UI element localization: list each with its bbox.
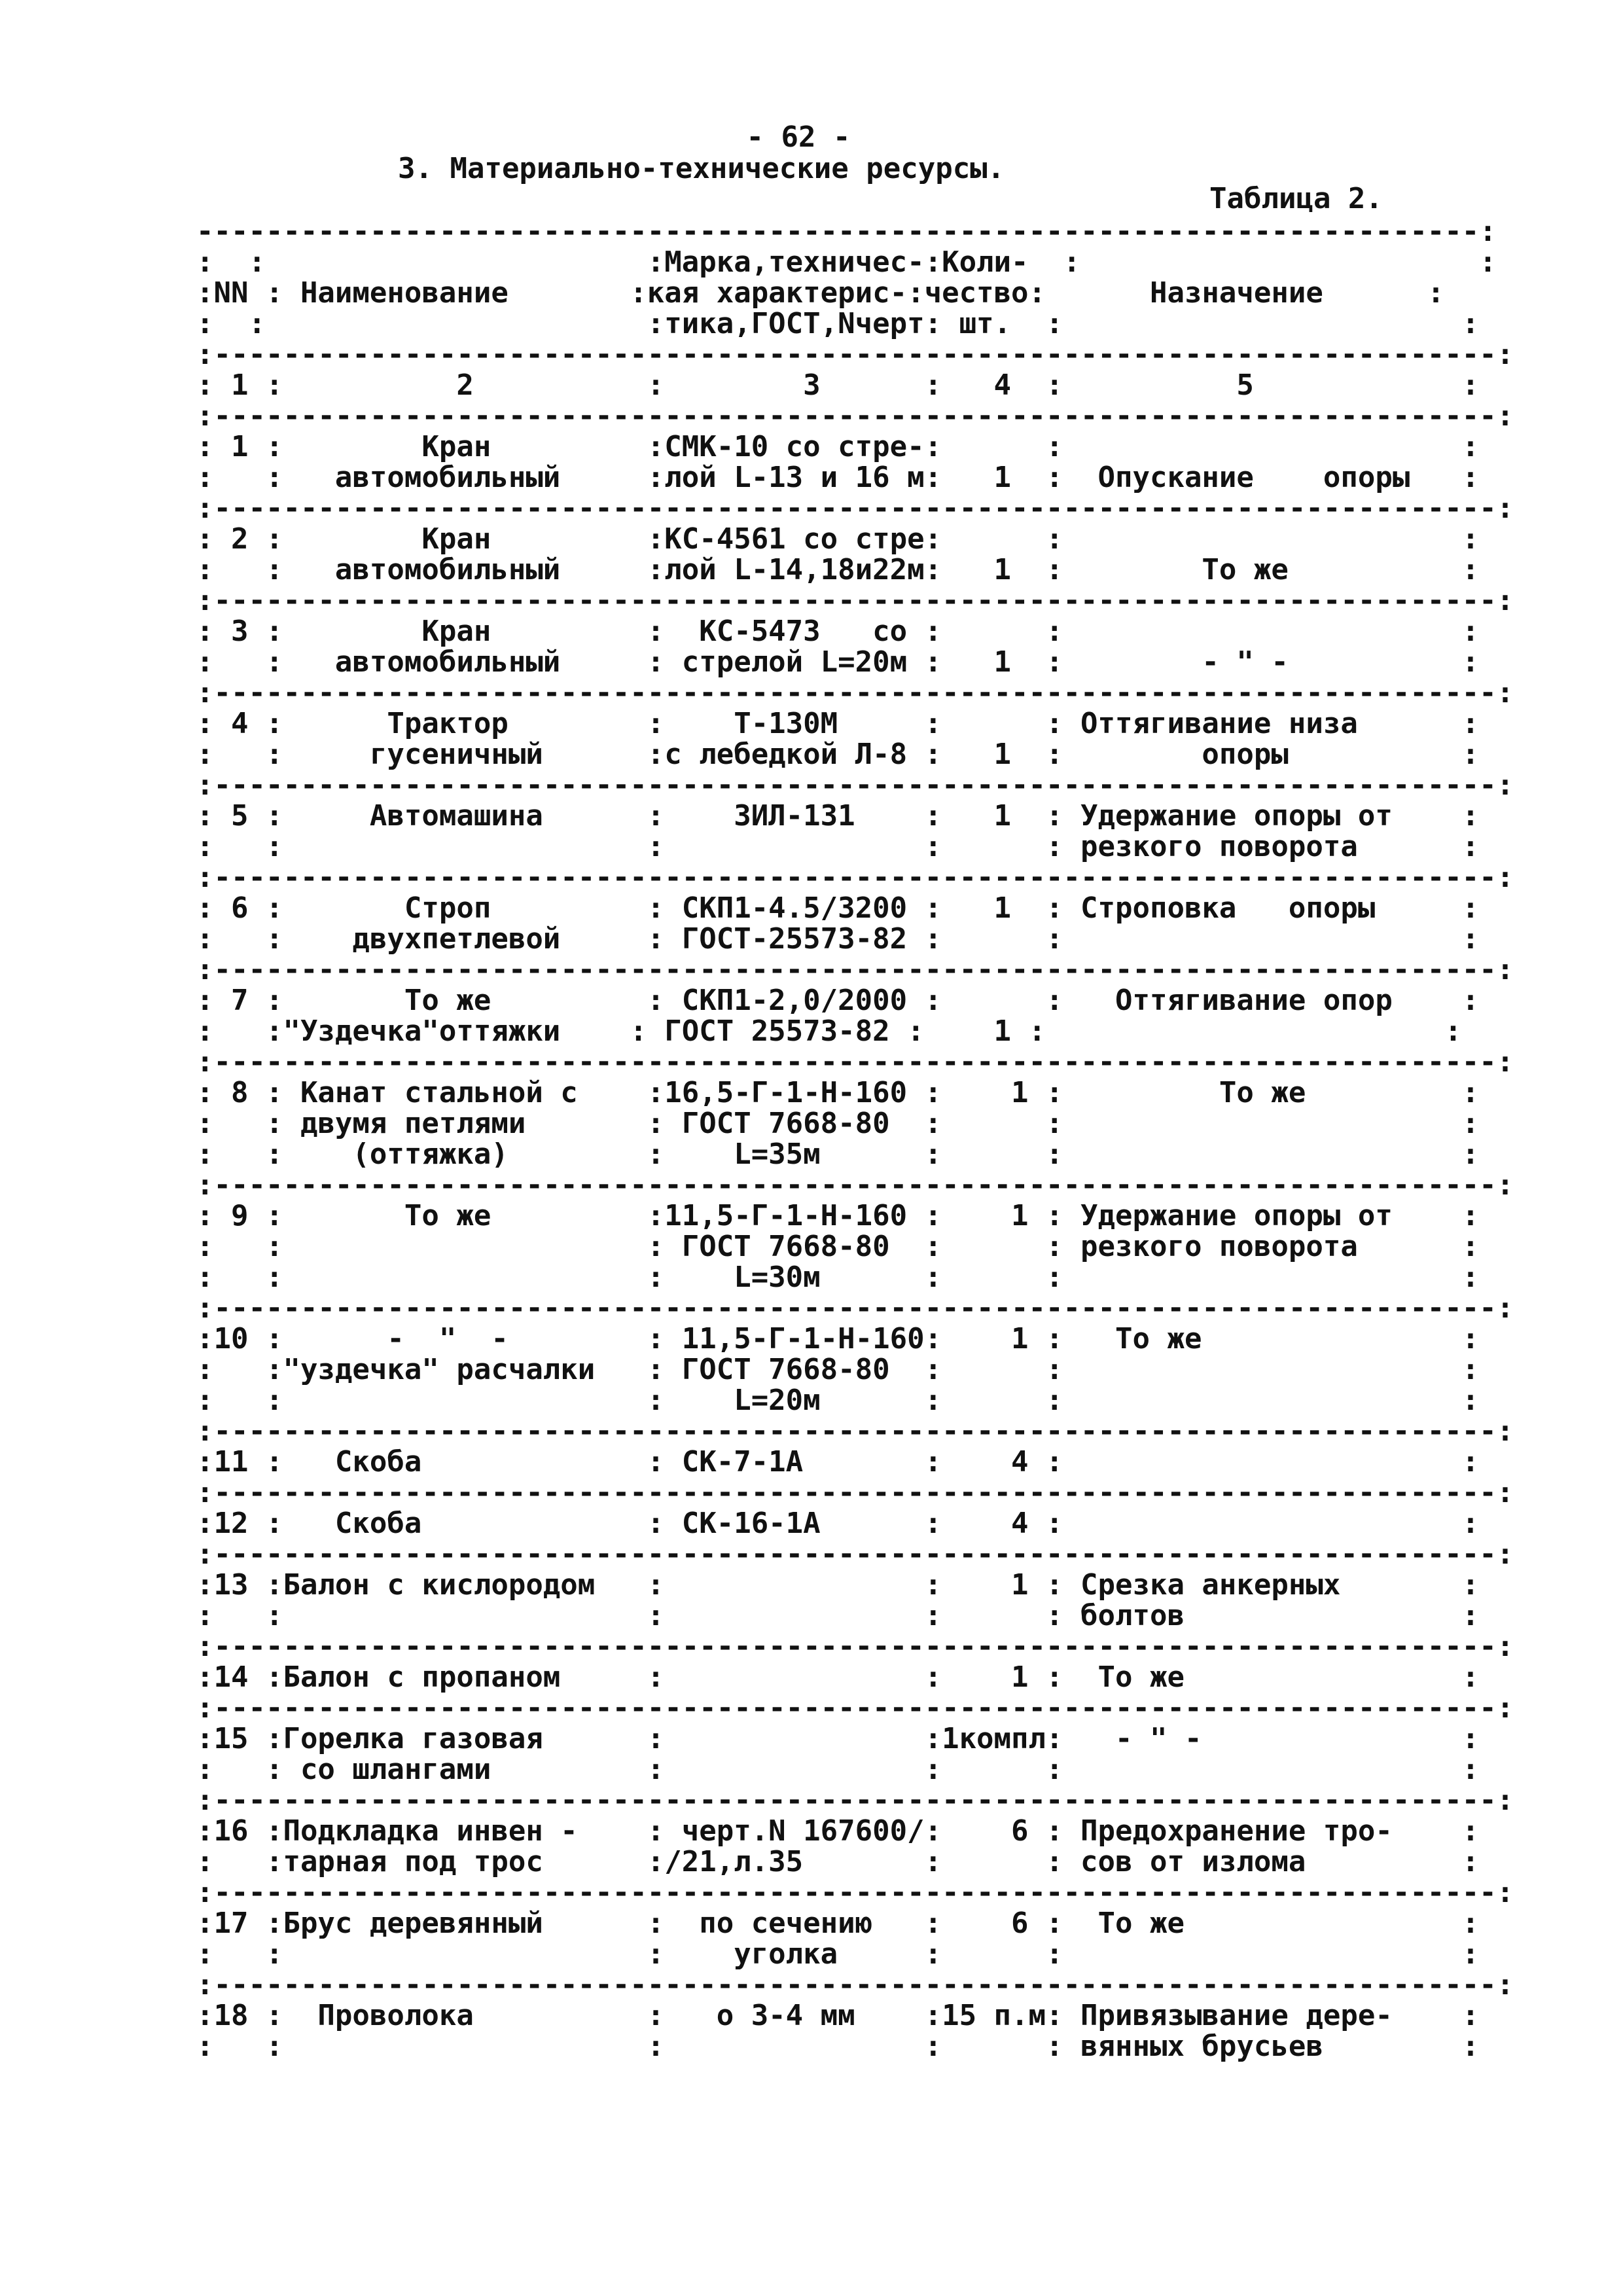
table-line: : 3 : Кран : КС-5473 со : : : xyxy=(196,615,1480,648)
table-line: :10 : - " - : 11,5-Г-1-Н-160: 1 : То же : xyxy=(196,1322,1480,1355)
table-line: :--------------------------------------------------------------------------: xyxy=(196,1291,1514,1325)
table-line: :--------------------------------------------------------------------------: xyxy=(196,676,1514,709)
table-line: :--------------------------------------------------------------------------: xyxy=(196,1045,1514,1079)
table-line: : : автомобильный :лой L-13 и 16 м: 1 : Опускание опоры : xyxy=(196,461,1480,494)
table-line: : 7 : То же : СКП1-2,0/2000 : : Оттягивание опор : xyxy=(196,984,1480,1017)
table-line: :17 :Брус деревянный : по сечению : 6 : То же : xyxy=(196,1907,1480,1940)
table-line: :14 :Балон с пропаном : : 1 : То же : xyxy=(196,1660,1480,1694)
table-line: : 6 : Строп : СКП1-4.5/3200 : 1 : Строповка опоры : xyxy=(196,891,1480,925)
table-line: : 5 : Автомашина : ЗИЛ-131 : 1 : Удержание опоры от : xyxy=(196,799,1480,833)
table-line: : : автомобильный :лой L-14,18и22м: 1 : То же : xyxy=(196,553,1480,586)
table-line: :15 :Горелка газовая : :1компл: - " - : xyxy=(196,1722,1480,1755)
table-line: :NN : Наименование :кая характерис-:чество: Назначение : xyxy=(196,276,1445,310)
table-line: :--------------------------------------------------------------------------: xyxy=(196,768,1514,802)
table-line: : : двухпетлевой : ГОСТ-25573-82 : : : xyxy=(196,922,1480,956)
table-caption: Таблица 2. xyxy=(1209,182,1383,215)
table-line: : :"Уздечка"оттяжки : ГОСТ 25573-82 : 1 : : xyxy=(196,1014,1462,1048)
table-line: : : : : : болтов : xyxy=(196,1599,1480,1632)
table-line: : : : L=30м : : : xyxy=(196,1261,1480,1294)
table-line: : :"уздечка" расчалки : ГОСТ 7668-80 : : : xyxy=(196,1353,1480,1386)
table-line: : : : : : резкого поворота : xyxy=(196,830,1480,863)
table-line: --------------------------------------------------------------------------: xyxy=(196,215,1497,248)
page-number: - 62 - xyxy=(746,120,851,154)
table-line: :--------------------------------------------------------------------------: xyxy=(196,1630,1514,1663)
table-line: :12 : Скоба : СК-16-1А : 4 : : xyxy=(196,1507,1480,1540)
table-line: : : со шлангами : : : : xyxy=(196,1753,1480,1786)
table-line: : : :Марка,техничес-:Коли- : : xyxy=(196,245,1497,279)
table-line: :--------------------------------------------------------------------------: xyxy=(196,1476,1514,1509)
table-line: :18 : Проволока : о 3-4 мм :15 п.м: Привязывание дере- : xyxy=(196,1999,1480,2032)
table-line: :--------------------------------------------------------------------------: xyxy=(196,492,1514,525)
table-line: :--------------------------------------------------------------------------: xyxy=(196,953,1514,986)
table-line: : : : L=20м : : : xyxy=(196,1384,1480,1417)
table-line: :--------------------------------------------------------------------------: xyxy=(196,861,1514,894)
table-line: :--------------------------------------------------------------------------: xyxy=(196,1876,1514,1909)
table-line: : :тарная под трос :/21,л.35 : : сов от излома : xyxy=(196,1845,1480,1878)
table-line: :--------------------------------------------------------------------------: xyxy=(196,1168,1514,1202)
table-line: :13 :Балон с кислородом : : 1 : Срезка анкерных : xyxy=(196,1568,1480,1602)
table-line: : 2 : Кран :КС-4561 со стре: : : xyxy=(196,522,1480,556)
table-line: :--------------------------------------------------------------------------: xyxy=(196,1691,1514,1725)
table-line: : : : ГОСТ 7668-80 : : резкого поворота : xyxy=(196,1230,1480,1263)
table-line: :16 :Подкладка инвен - : черт.N 167600/: 6 : Предохранение тро- : xyxy=(196,1814,1480,1848)
table-line: : : гусеничный :с лебедкой Л-8 : 1 : опоры : xyxy=(196,738,1480,771)
table-line: : 4 : Трактор : Т-130М : : Оттягивание низа : xyxy=(196,707,1480,740)
table-line: :--------------------------------------------------------------------------: xyxy=(196,1968,1514,2001)
table-line: : : двумя петлями : ГОСТ 7668-80 : : : xyxy=(196,1107,1480,1140)
table-line: :11 : Скоба : СК-7-1А : 4 : : xyxy=(196,1445,1480,1479)
table-line: : : : уголка : : : xyxy=(196,1937,1480,1971)
table-line: : : автомобильный : стрелой L=20м : 1 : - " - : xyxy=(196,645,1480,679)
table-line: :--------------------------------------------------------------------------: xyxy=(196,1414,1514,1448)
table-line: : : (оттяжка) : L=35м : : : xyxy=(196,1138,1480,1171)
table-line: :--------------------------------------------------------------------------: xyxy=(196,1784,1514,1817)
table-line: : 1 : Кран :СМК-10 со стре-: : : xyxy=(196,430,1480,463)
table-line: :--------------------------------------------------------------------------: xyxy=(196,338,1514,371)
table-line: : : : : : вянных брусьев : xyxy=(196,2030,1480,2063)
table-line: :--------------------------------------------------------------------------: xyxy=(196,1537,1514,1571)
table-line: : 9 : То же :11,5-Г-1-Н-160 : 1 : Удержание опоры от : xyxy=(196,1199,1480,1232)
section-title: 3. Материально-технические ресурсы. xyxy=(398,152,1005,185)
table-line: : : :тика,ГОСТ,Nчерт: шт. : : xyxy=(196,307,1480,340)
table-line: :--------------------------------------------------------------------------: xyxy=(196,584,1514,617)
table-line: : 8 : Канат стальной с :16,5-Г-1-Н-160 : 1 : То же : xyxy=(196,1076,1480,1109)
table-line: :--------------------------------------------------------------------------: xyxy=(196,399,1514,433)
table-line: : 1 : 2 : 3 : 4 : 5 : xyxy=(196,368,1480,402)
